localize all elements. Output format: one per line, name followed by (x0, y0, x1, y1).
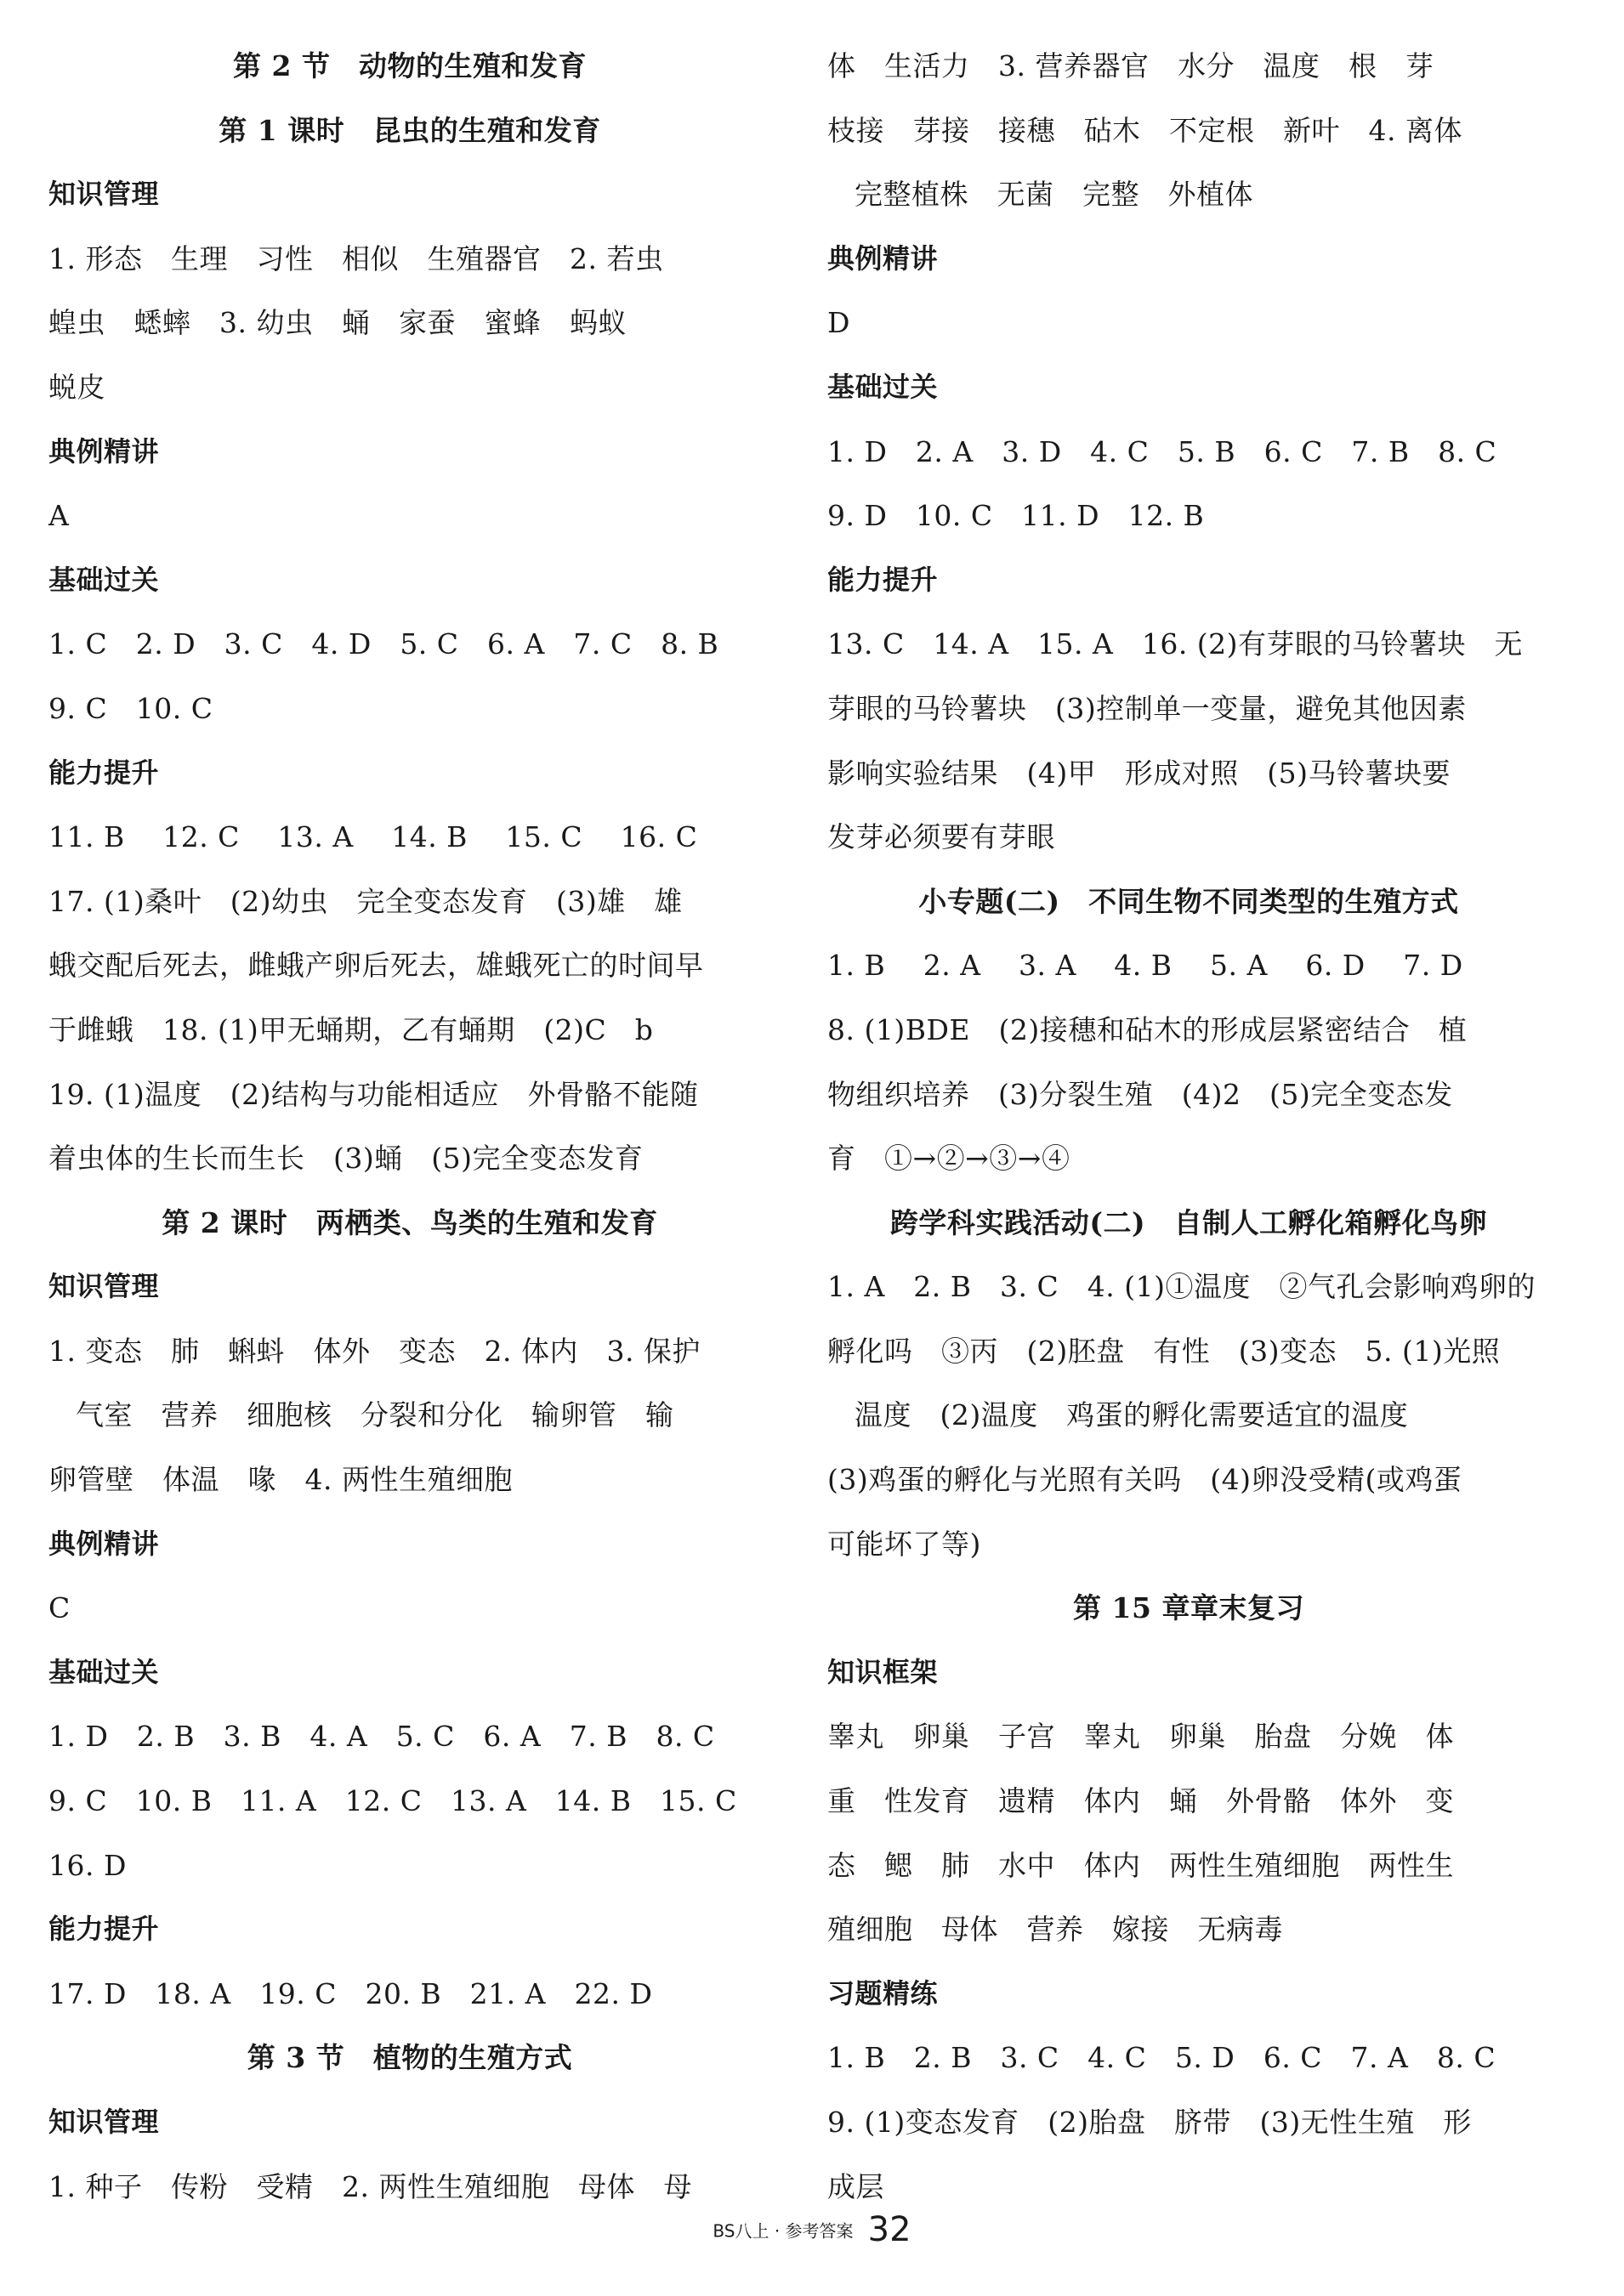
answer-line: 可能坏了等) (827, 1527, 981, 1561)
answer-line: D (827, 306, 850, 340)
subsection-heading: 典例精讲 (48, 1527, 160, 1560)
answer-line: C (48, 1591, 71, 1625)
footer-book-tag: BS八上 · 参考答案 (713, 2220, 854, 2242)
answer-line: A (48, 499, 70, 533)
answer-line: 孵化吗 ③丙 (2)胚盘 有性 (3)变态 5. (1)光照 (827, 1334, 1501, 1368)
subsection-heading: 知识管理 (48, 2106, 160, 2138)
subsection-heading: 习题精练 (827, 1976, 939, 2010)
subsection-heading: 典例精讲 (48, 434, 160, 468)
answer-line: 1. D 2. B 3. B 4. A 5. C 6. A 7. B 8. C (48, 1720, 715, 1754)
answer-line: 芽眼的马铃薯块 (3)控制单一变量，避免其他因素 (827, 691, 1467, 725)
subsection-heading: 能力提升 (48, 756, 160, 789)
answer-line: 气室 营养 细胞核 分裂和分化 输卵管 输 (76, 1398, 674, 1432)
answer-line: 重 性发育 遗精 体内 蛹 外骨骼 体外 变 (827, 1784, 1454, 1818)
answer-line: 1. 变态 肺 蝌蚪 体外 变态 2. 体内 3. 保护 (48, 1334, 701, 1368)
answer-line: 9. (1)变态发育 (2)胎盘 脐带 (3)无性生殖 形 (827, 2106, 1472, 2139)
answer-line: 枝接 芽接 接穗 砧木 不定根 新叶 4. 离体 (827, 113, 1462, 147)
answer-line: 睾丸 卵巢 子宫 睾丸 卵巢 胎盘 分娩 体 (827, 1720, 1454, 1754)
answer-line: 1. D 2. A 3. D 4. C 5. B 6. C 7. B 8. C (827, 434, 1497, 468)
section-title: 小专题(二) 不同生物不同类型的生殖方式 (918, 884, 1459, 918)
answer-line: 1. 种子 传粉 受精 2. 两性生殖细胞 母体 母 (48, 2169, 692, 2203)
section-title: 第 1 课时 昆虫的生殖和发育 (219, 113, 601, 147)
page-footer (0, 2210, 1624, 2270)
subsection-heading: 知识管理 (48, 178, 160, 211)
answer-line: 1. 形态 生理 习性 相似 生殖器官 2. 若虫 (48, 241, 664, 275)
answer-line: 13. C 14. A 15. A 16. (2)有芽眼的马铃薯块 无 (827, 627, 1524, 661)
subsection-heading: 基础过关 (48, 1655, 160, 1688)
answer-line: 19. (1)温度 (2)结构与功能相适应 外骨骼不能随 (48, 1077, 699, 1111)
answer-line: 17. (1)桑叶 (2)幼虫 完全变态发育 (3)雄 雄 (48, 884, 683, 918)
answer-line: 9. C 10. C (48, 691, 213, 725)
section-title: 第 2 课时 两栖类、鸟类的生殖和发育 (162, 1205, 658, 1239)
subsection-heading: 知识框架 (827, 1655, 939, 1688)
answer-line: 影响实验结果 (4)甲 形成对照 (5)马铃薯块要 (827, 756, 1451, 790)
section-title: 第 2 节 动物的生殖和发育 (233, 49, 587, 82)
answer-line: 16. D (48, 1848, 127, 1882)
page-number: 32 (867, 2210, 911, 2249)
subsection-heading: 能力提升 (827, 563, 939, 596)
subsection-heading: 基础过关 (48, 563, 160, 596)
answer-line: 发芽必须要有芽眼 (827, 820, 1055, 854)
answer-line: 温度 (2)温度 鸡蛋的孵化需要适宜的温度 (855, 1398, 1409, 1432)
answer-line: 蛾交配后死去，雌蛾产卵后死去，雄蛾死亡的时间早 (48, 949, 704, 983)
answer-line: 于雌蛾 18. (1)甲无蛹期，乙有蛹期 (2)C b (48, 1012, 654, 1046)
answer-line: 1. B 2. B 3. C 4. C 5. D 6. C 7. A 8. C (827, 2041, 1496, 2075)
section-title: 第 15 章章末复习 (1073, 1591, 1304, 1625)
answer-line: 17. D 18. A 19. C 20. B 21. A 22. D (48, 1976, 653, 2010)
answer-line: 物组织培养 (3)分裂生殖 (4)2 (5)完全变态发 (827, 1077, 1453, 1111)
answer-line: 蜕皮 (48, 370, 105, 404)
subsection-heading: 典例精讲 (827, 241, 939, 275)
answer-line: 蝗虫 蟋蟀 3. 幼虫 蛹 家蚕 蜜蜂 蚂蚁 (48, 306, 627, 340)
answer-line: 成层 (827, 2169, 884, 2203)
right-column (827, 34, 1550, 2219)
answer-line: 9. C 10. B 11. A 12. C 13. A 14. B 15. C (48, 1784, 737, 1818)
answer-line: 完整植株 无菌 完整 外植体 (855, 178, 1253, 212)
answer-line: 11. B 12. C 13. A 14. B 15. C 16. C (48, 820, 698, 854)
answer-line: 体 生活力 3. 营养器官 水分 温度 根 芽 (827, 49, 1434, 82)
subsection-heading: 基础过关 (827, 370, 939, 403)
left-column (48, 34, 771, 2219)
subsection-heading: 能力提升 (48, 1913, 160, 1946)
answer-line: 1. B 2. A 3. A 4. B 5. A 6. D 7. D (827, 949, 1463, 983)
subsection-heading: 知识管理 (48, 1270, 160, 1303)
answer-line: 8. (1)BDE (2)接穗和砧木的形成层紧密结合 植 (827, 1012, 1468, 1046)
answer-line: 殖细胞 母体 营养 嫁接 无病毒 (827, 1913, 1283, 1947)
answer-line: (3)鸡蛋的孵化与光照有关吗 (4)卵没受精(或鸡蛋 (827, 1463, 1462, 1497)
answer-line: 态 鳃 肺 水中 体内 两性生殖细胞 两性生 (827, 1848, 1454, 1882)
answer-line: 1. C 2. D 3. C 4. D 5. C 6. A 7. C 8. B (48, 627, 719, 661)
answer-line: 育 ①→②→③→④ (827, 1142, 1070, 1176)
answer-line: 1. A 2. B 3. C 4. (1)①温度 ②气孔会影响鸡卵的 (827, 1270, 1536, 1304)
section-title: 跨学科实践活动(二) 自制人工孵化箱孵化鸟卵 (889, 1205, 1488, 1239)
answer-line: 卵管壁 体温 喙 4. 两性生殖细胞 (48, 1463, 513, 1497)
answer-line: 9. D 10. C 11. D 12. B (827, 499, 1205, 533)
section-title: 第 3 节 植物的生殖方式 (247, 2041, 573, 2075)
answer-line: 着虫体的生长而生长 (3)蛹 (5)完全变态发育 (48, 1142, 644, 1176)
